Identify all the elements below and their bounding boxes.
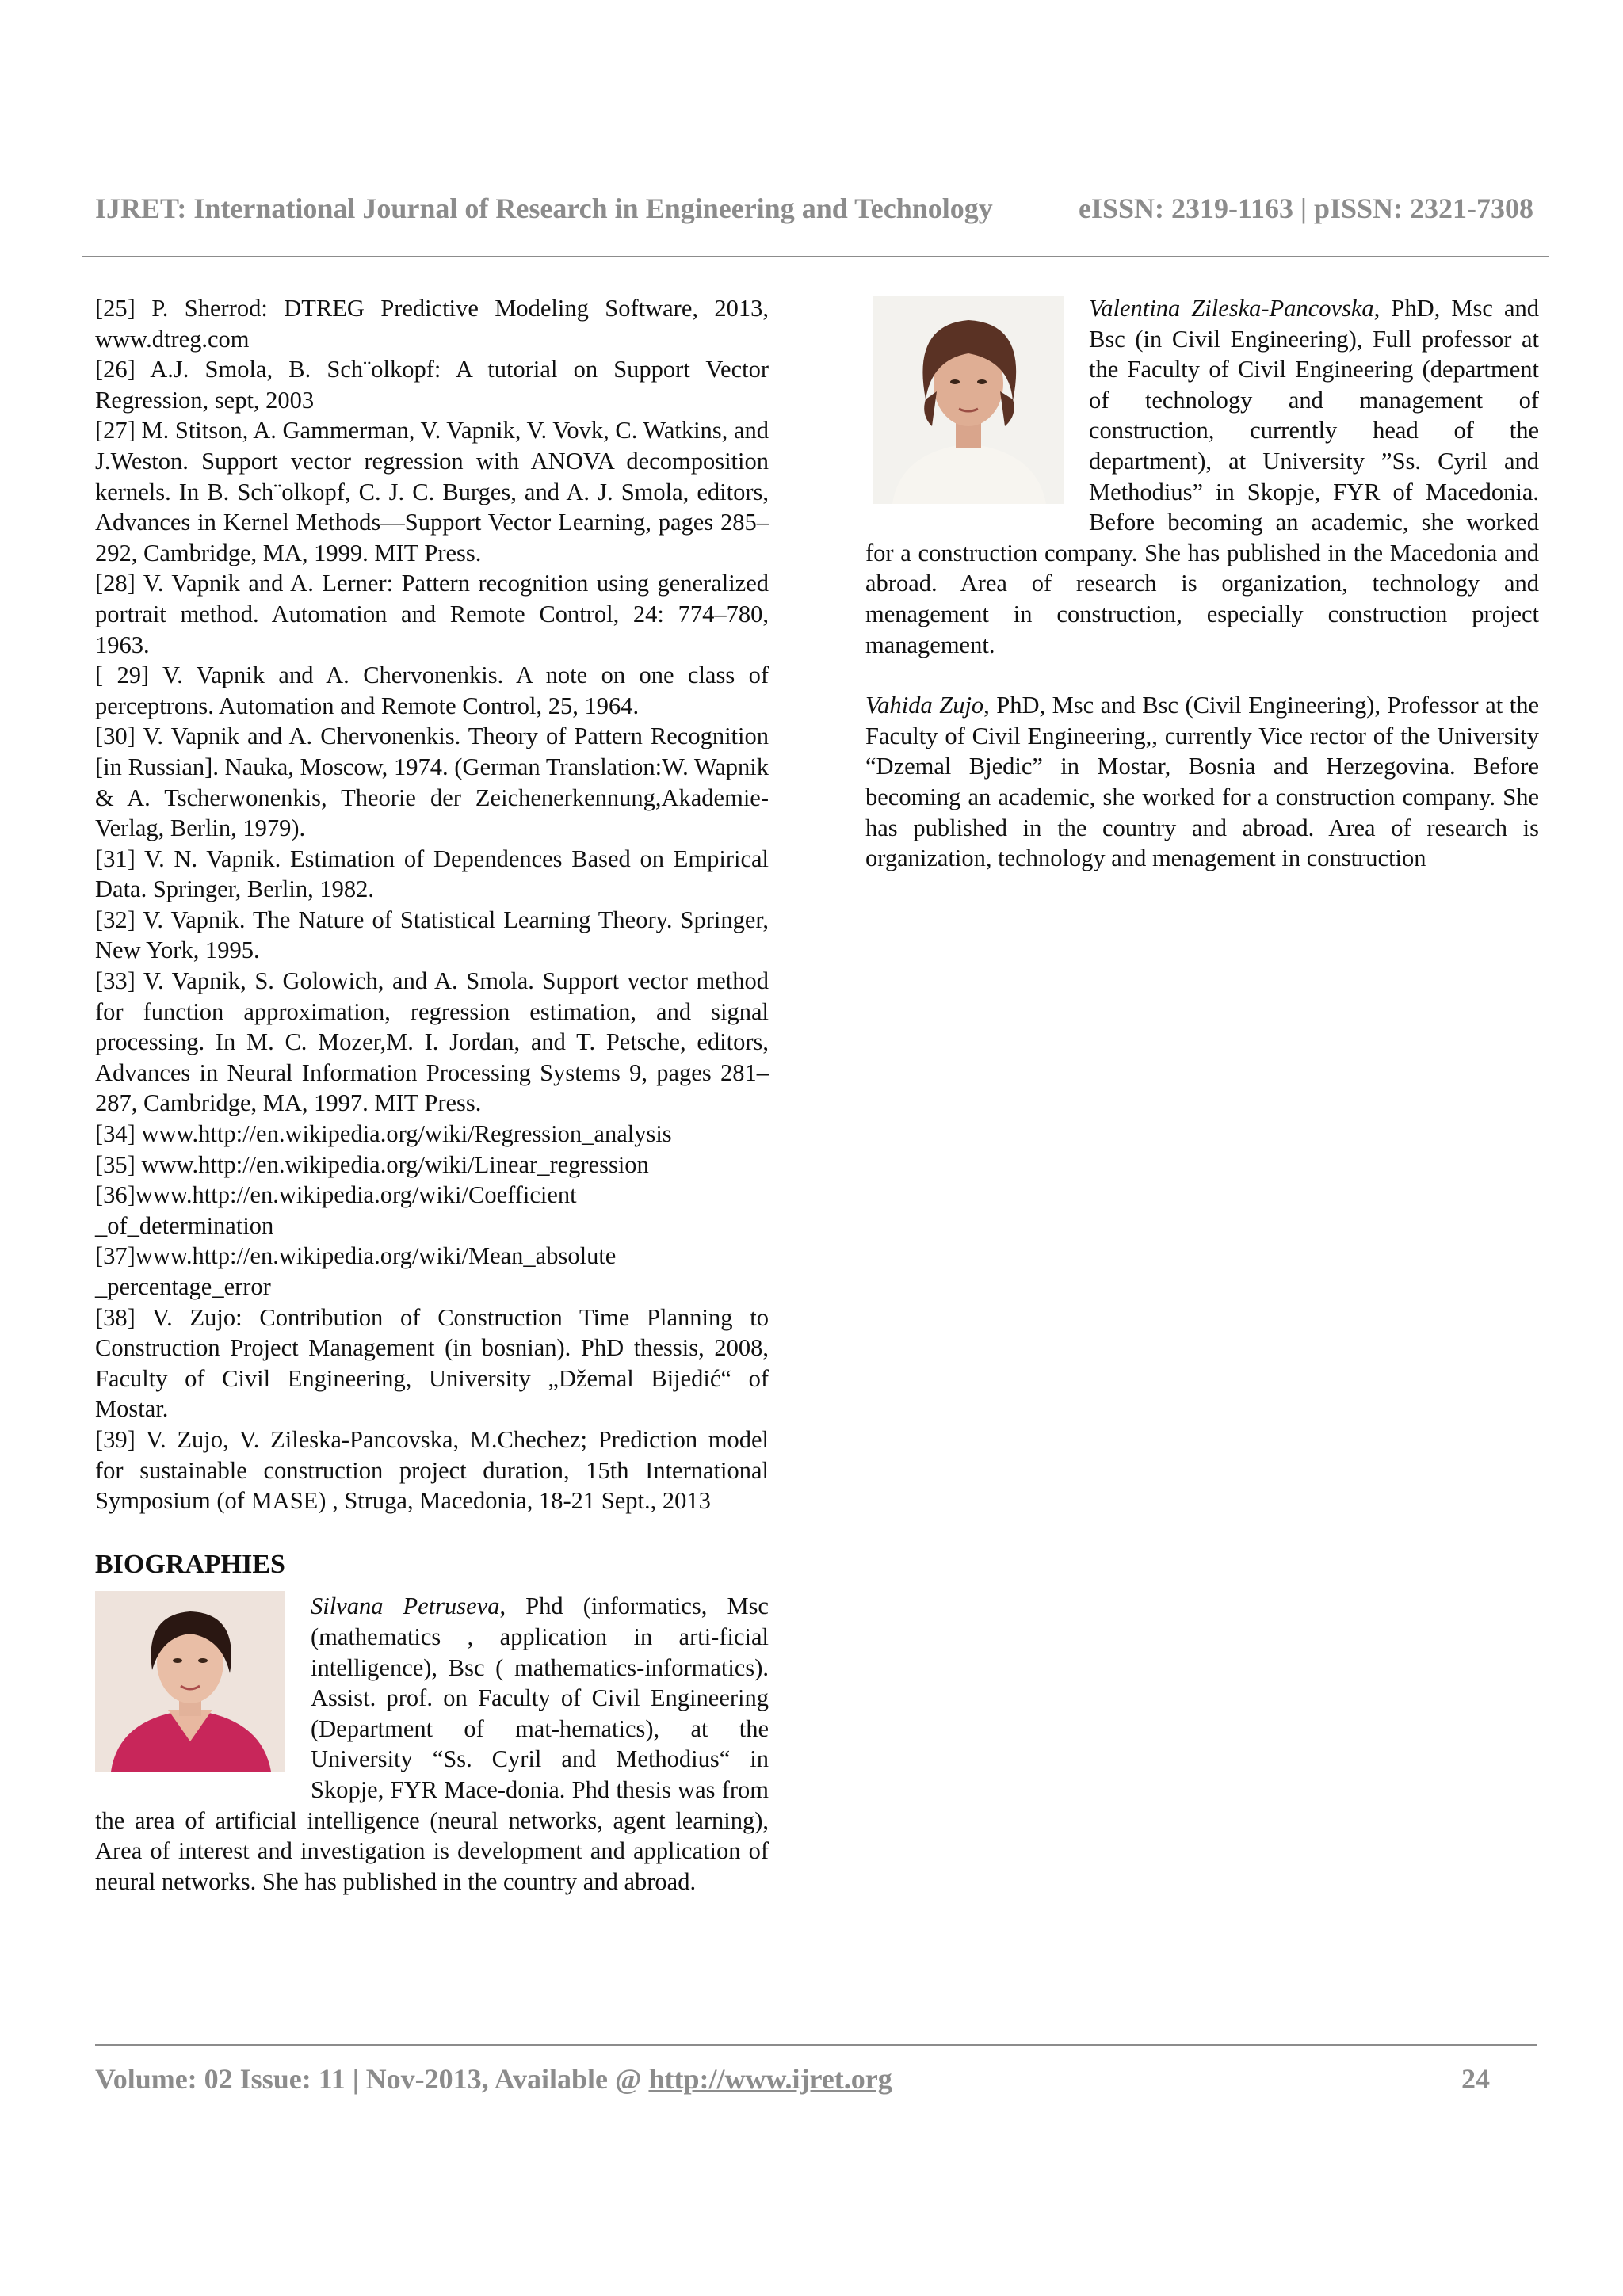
page-footer [95,2062,1490,2096]
biography-petruseva [95,1591,769,1897]
paragraph-gap [865,660,1539,690]
author-photo-zileska [873,296,1064,504]
header-divider [82,256,1549,257]
reference-list [95,293,769,1516]
portrait-image [873,296,1064,504]
author-bio-zileska: , PhD, Msc and Bsc (in Civil Engineering), Full professor at the Faculty of Civil Engineering (department of technology and management of construction, currently head of the department), at University ”Ss. Cyril and Methodius” in Skopje, FYR of Macedonia. Before becoming an academic, she worked for a construction company. She has published in the Macedonia and abroad. Area of research is organization, technology and menagement in construction, especially construction project management. [865,295,1539,658]
journal-link[interactable]: http://www.ijret.org [648,2063,892,2095]
reference-25: [25] P. Sherrod: DTREG Predictive Modeling Software, 2013, www.dtreg.com [95,295,769,353]
volume-info [95,2062,892,2096]
reference-39: [39] V. Zujo, V. Zileska-Pancovska, M.Chechez; Prediction model for sustainable construction project duration, 15th International Symposium (of MASE) , Struga, Macedonia, 18-21 Sept., 2013 [95,1425,769,1515]
author-photo-petruseva [95,1591,285,1772]
right-column [865,293,1539,874]
author-bio-petruseva: , Phd (informatics, Msc (mathematics , application in arti-ficial intelligence), Bsc ( mathematics-informatics). Assist. prof. on Faculty of Civil Engineering (Department of mat-hematics), at the University “Ss. Cyril and Methodius“ in Skopje, FYR Mace-donia. Phd thesis was from the area of artificial intelligence (neural networks, agent learning), Area of interest and investigation is development and application of neural networks. She has published in the country and abroad. [95,1592,769,1895]
author-bio-zujo: , PhD, Msc and Bsc (Civil Engineering), Professor at the Faculty of Civil Engineering,, currently Vice rector of the University “Dzemal Bjedic” in Mostar, Bosnia and Herzegovina. Before becoming an academic, she worked for a construction company. She has published in the country and abroad. Area of research is organization, technology and menagement in construction [865,692,1539,872]
page-header [95,192,1533,225]
reference-34: [34] www.http://en.wikipedia.org/wiki/Regression_analysis [95,1120,672,1148]
volume-text: Volume: 02 Issue: 11 | Nov-2013, Available @ [95,2063,649,2095]
reference-35: [35] www.http://en.wikipedia.org/wiki/Linear_regression [95,1150,649,1178]
reference-27: [27] M. Stitson, A. Gammerman, V. Vapnik, V. Vovk, C. Watkins, and J.Weston. Support vector regression with ANOVA decomposition kernels. In B. Sch¨olkopf, C. J. C. Burges, and A. J. Smola, editors, Advances in Kernel Methods—Support Vector Learning, pages 285–292, Cambridge, MA, 1999. MIT Press. [95,417,769,566]
issn-info: eISSN: 2319-1163 | pISSN: 2321-7308 [1079,193,1533,224]
author-name-petruseva: Silvana Petruseva [311,1592,500,1620]
reference-36: [36]www.http://en.wikipedia.org/wiki/Coefficient _of_determination [95,1181,577,1239]
reference-37: [37]www.http://en.wikipedia.org/wiki/Mean_absolute _percentage_error [95,1242,617,1300]
reference-30: [30] V. Vapnik and A. Chervonenkis. Theory of Pattern Recognition [in Russian]. Nauka, Moscow, 1974. (German Translation:W. Wapnik & A. Tscherwonenkis, Theorie der Zeichenerkennung,Akademie-Verlag, Berlin, 1979). [95,723,769,842]
reference-32: [32] V. Vapnik. The Nature of Statistical Learning Theory. Springer, New York, 1995. [95,906,769,964]
biography-zujo [865,690,1539,874]
author-name-zileska: Valentina Zileska-Pancovska [1089,295,1374,322]
journal-title: IJRET: International Journal of Research in Engineering and Technology [95,193,993,224]
reference-33: [33] V. Vapnik, S. Golowich, and A. Smola. Support vector method for function approximation, regression estimation, and signal processing. In M. C. Mozer,M. I. Jordan, and T. Petsche, editors, Advances in Neural Information Processing Systems 9, pages 281–287, Cambridge, MA, 1997. MIT Press. [95,967,769,1117]
biography-zileska [865,293,1539,660]
reference-29: [ 29] V. Vapnik and A. Chervonenkis. A note on one class of perceptrons. Automation and Remote Control, 25, 1964. [95,662,769,719]
author-name-zujo: Vahida Zujo [865,692,984,719]
reference-26: [26] A.J. Smola, B. Sch¨olkopf: A tutorial on Support Vector Regression, sept, 2003 [95,356,769,414]
reference-38: [38] V. Zujo: Contribution of Construction Time Planning to Construction Project Management (in bosnian). PhD thessis, 2008, Faculty of Civil Engineering, University „Džemal Bijedić“ of Mostar. [95,1303,769,1423]
biographies-heading: BIOGRAPHIES [95,1549,285,1579]
left-column [95,293,769,1897]
footer-divider [95,2044,1537,2046]
reference-31: [31] V. N. Vapnik. Estimation of Dependences Based on Empirical Data. Springer, Berlin, 1982. [95,845,769,903]
portrait-image [95,1591,285,1772]
reference-28: [28] V. Vapnik and A. Lerner: Pattern recognition using generalized portrait method. Automation and Remote Control, 24: 774–780, 1963. [95,570,769,658]
page-number: 24 [1461,2063,1490,2095]
